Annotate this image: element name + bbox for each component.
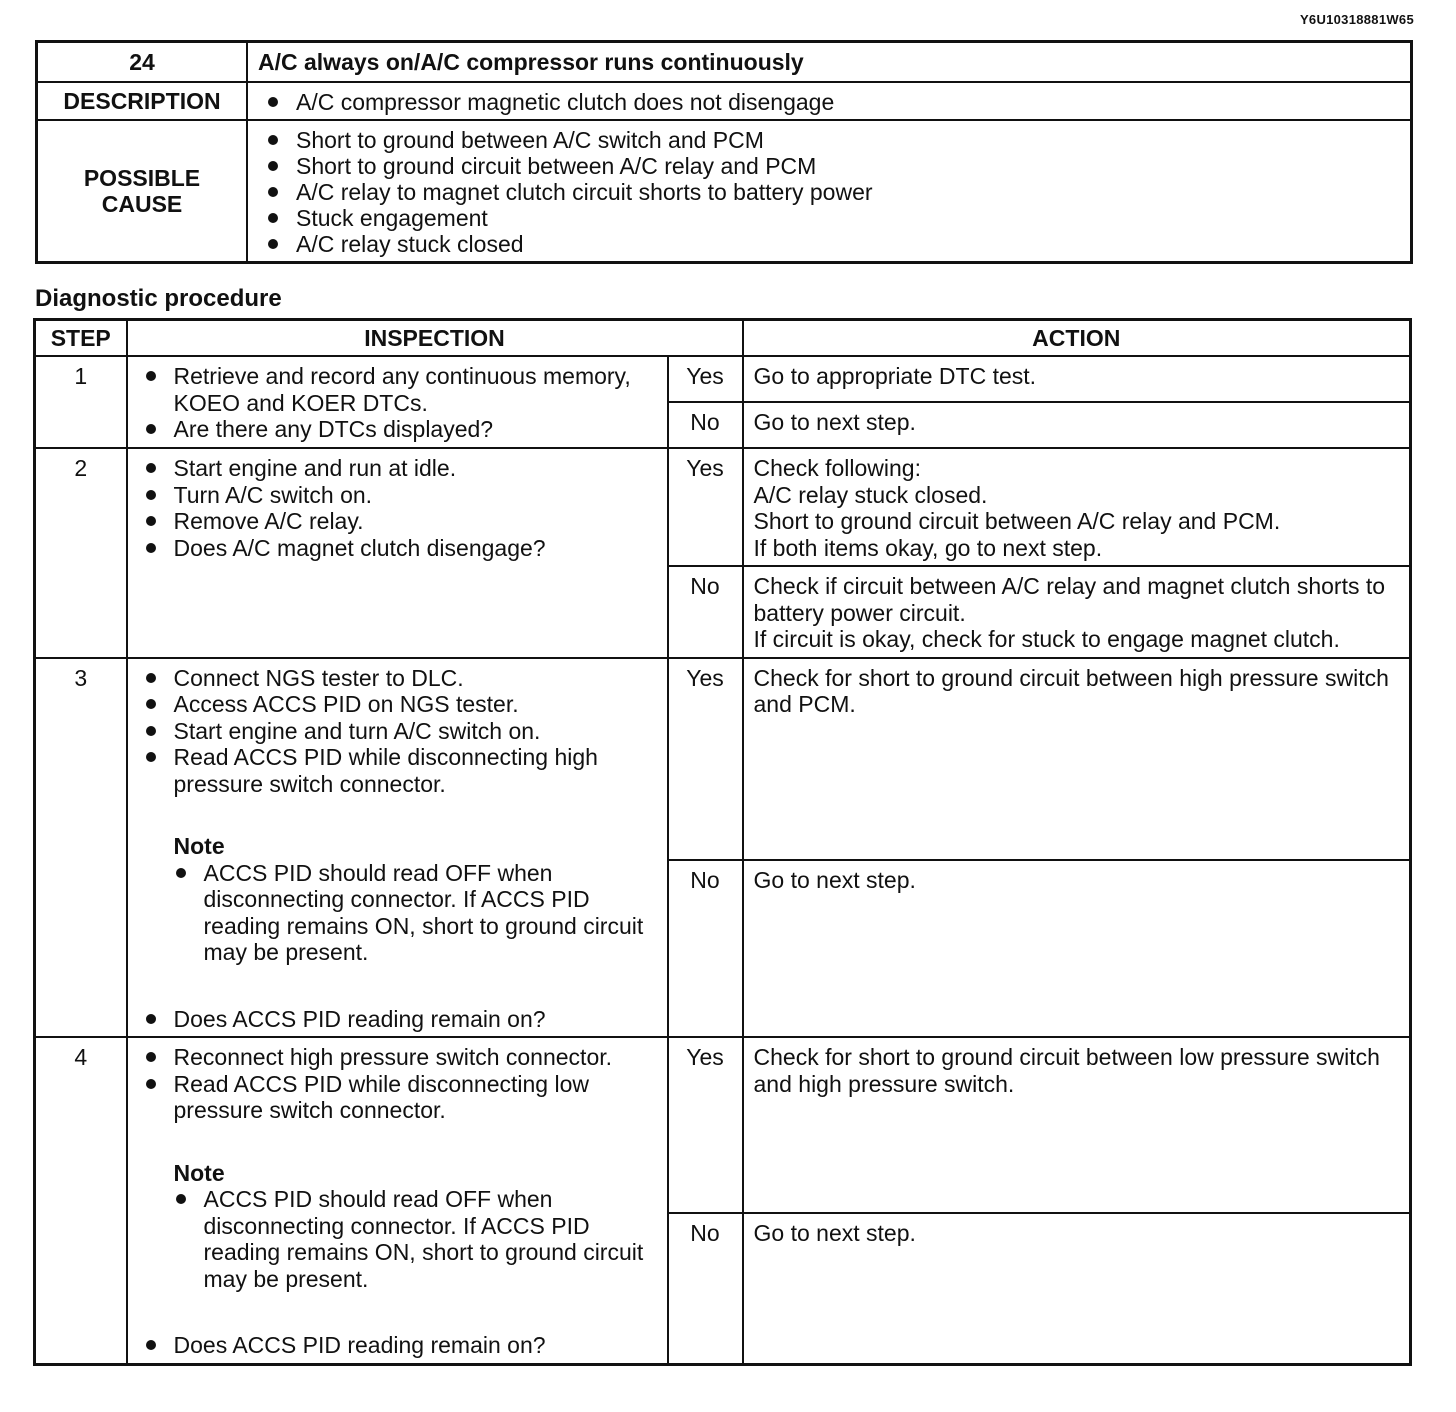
note-block <box>174 1160 657 1293</box>
inspection-item: Start engine and run at idle. <box>144 455 657 482</box>
cause-item: Stuck engagement <box>266 205 1400 231</box>
possible-cause-cell <box>247 120 1412 263</box>
step-1-yes-row <box>35 356 1411 402</box>
step-number: 2 <box>35 448 127 658</box>
possible-cause-label <box>37 120 248 263</box>
yes-label: Yes <box>668 356 743 402</box>
inspection-question: Does ACCS PID reading remain on? <box>144 1332 657 1359</box>
action-line: Check following: <box>753 455 921 481</box>
action-line: If both items okay, go to next step. <box>753 534 1103 561</box>
step-number: 4 <box>35 1037 127 1364</box>
inspection-item: Retrieve and record any continuous memory, KOEO and KOER DTCs. <box>144 363 657 416</box>
procedure-header-row <box>35 320 1411 357</box>
action-line: Check for short to ground circuit between high pressure switch and PCM. <box>753 664 1389 717</box>
document-code: Y6U10318881W65 <box>1299 12 1414 27</box>
description-label: DESCRIPTION <box>37 82 248 120</box>
no-label: No <box>668 1213 743 1364</box>
no-label: No <box>668 566 743 658</box>
step-inspection <box>127 448 668 658</box>
action-line: Go to next step. <box>753 1220 916 1246</box>
no-action <box>743 860 1411 1038</box>
no-action <box>743 402 1411 448</box>
note-label: Note <box>173 1159 225 1186</box>
action-line: Short to ground circuit between A/C relay and PCM. <box>753 508 1281 534</box>
cause-item: Short to ground circuit between A/C relay and PCM <box>266 153 1400 179</box>
inspection-question: Does ACCS PID reading remain on? <box>144 1006 657 1033</box>
dtc-summary-table <box>35 40 1413 264</box>
yes-action <box>743 448 1411 566</box>
step-inspection <box>127 356 668 448</box>
dtc-number: 24 <box>37 42 248 83</box>
summary-title-row <box>37 42 1412 83</box>
header-step: STEP <box>35 320 127 357</box>
cause-label-line2: CAUSE <box>101 191 183 217</box>
no-label: No <box>668 860 743 1038</box>
procedure-title: Diagnostic procedure <box>35 285 282 312</box>
note-block <box>174 833 657 966</box>
no-action <box>743 566 1411 658</box>
inspection-item: Does A/C magnet clutch disengage? <box>144 535 657 562</box>
no-label: No <box>668 402 743 448</box>
cause-item: A/C relay to magnet clutch circuit shorts to battery power <box>266 179 1400 205</box>
cause-label-line1: POSSIBLE <box>83 165 201 191</box>
action-line: Check for short to ground circuit between low pressure switch and high pressure switch. <box>753 1044 1380 1097</box>
step-3-yes-row <box>35 658 1411 860</box>
action-line: Go to next step. <box>753 866 916 893</box>
cause-item: A/C relay stuck closed <box>266 231 1400 257</box>
summary-cause-row <box>37 120 1412 263</box>
dtc-title: A/C always on/A/C compressor runs continuously <box>247 42 1412 83</box>
step-4-yes-row <box>35 1037 1411 1213</box>
step-inspection <box>127 1037 668 1364</box>
header-action: ACTION <box>743 320 1411 357</box>
inspection-item: Read ACCS PID while disconnecting low pressure switch connector. <box>144 1071 657 1124</box>
action-line: Go to next step. <box>753 409 916 435</box>
step-inspection <box>127 658 668 1038</box>
inspection-item: Remove A/C relay. <box>144 508 657 535</box>
inspection-item: Access ACCS PID on NGS tester. <box>144 691 657 718</box>
action-line: A/C relay stuck closed. <box>753 481 988 508</box>
diagnostic-procedure-table <box>33 318 1412 1366</box>
summary-description-row <box>37 82 1412 120</box>
note-item: ACCS PID should read OFF when disconnecting connector. If ACCS PID reading remains ON, short to ground circuit may be present. <box>174 1186 657 1292</box>
yes-label: Yes <box>668 448 743 566</box>
yes-action <box>743 658 1411 860</box>
inspection-item: Connect NGS tester to DLC. <box>144 665 657 692</box>
no-action <box>743 1213 1411 1364</box>
description-item: A/C compressor magnetic clutch does not disengage <box>266 89 1400 115</box>
yes-label: Yes <box>668 1037 743 1213</box>
action-line: Check if circuit between A/C relay and magnet clutch shorts to battery power circuit. <box>753 573 1386 626</box>
yes-action <box>743 356 1411 402</box>
action-line: Go to appropriate DTC test. <box>753 363 1037 389</box>
action-line: If circuit is okay, check for stuck to engage magnet clutch. <box>753 626 1340 652</box>
description-cell <box>247 82 1412 120</box>
note-item: ACCS PID should read OFF when disconnecting connector. If ACCS PID reading remains ON, short to ground circuit may be present. <box>174 860 657 966</box>
inspection-item: Start engine and turn A/C switch on. <box>144 718 657 745</box>
inspection-item: Read ACCS PID while disconnecting high pressure switch connector. <box>144 744 657 797</box>
inspection-item: Reconnect high pressure switch connector. <box>144 1044 657 1071</box>
yes-action <box>743 1037 1411 1213</box>
cause-item: Short to ground between A/C switch and PCM <box>266 127 1400 153</box>
step-number: 1 <box>35 356 127 448</box>
note-label: Note <box>173 833 225 859</box>
inspection-item: Are there any DTCs displayed? <box>144 416 657 443</box>
step-number: 3 <box>35 658 127 1038</box>
header-inspection: INSPECTION <box>127 320 743 357</box>
yes-label: Yes <box>668 658 743 860</box>
inspection-item: Turn A/C switch on. <box>144 482 657 509</box>
step-2-yes-row <box>35 448 1411 566</box>
